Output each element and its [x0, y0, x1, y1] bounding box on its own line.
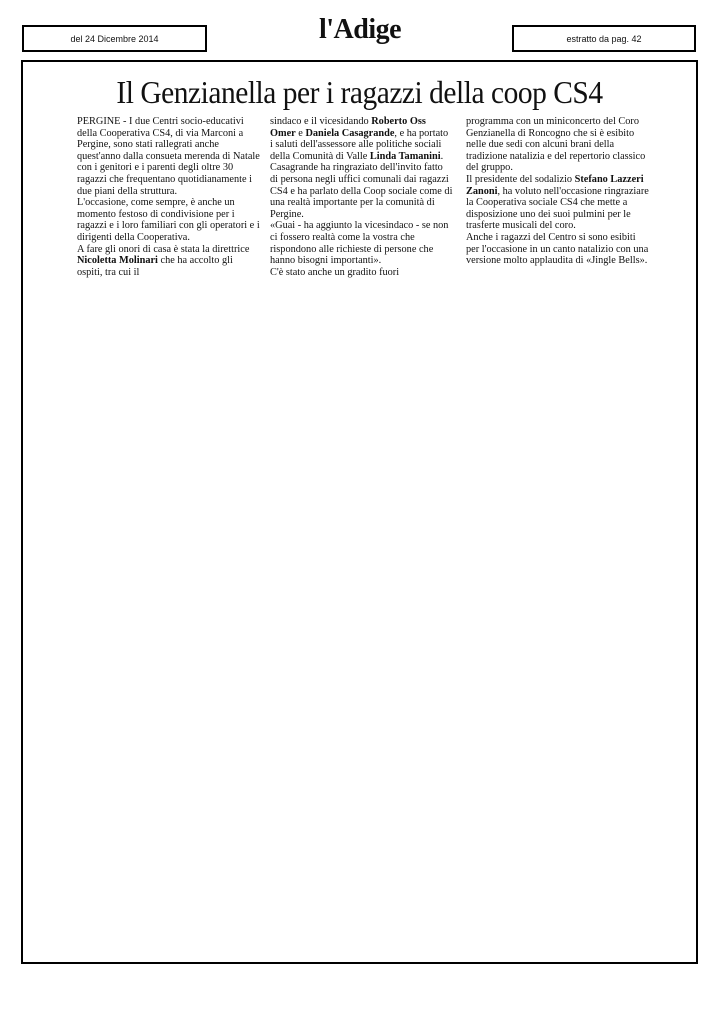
paragraph: «Guai - ha aggiunto la vicesindaco - se non ci fossero realtà come la vostra che rispondono alle richieste di persone che hanno bisogni importanti». — [270, 220, 449, 267]
person-name: Nicoletta Molinari — [77, 255, 158, 267]
paragraph: C'è stato anche un gradito fuori — [270, 266, 400, 278]
text-run: A fare gli onori di casa è stata la direttrice — [77, 243, 250, 255]
article-headline: Il Genzianella per i ragazzi della coop CS4 — [116, 74, 603, 110]
extract-box — [512, 25, 696, 52]
article-column-3 — [466, 116, 649, 267]
person-name: Roberto Oss Omer — [270, 116, 426, 139]
text-run: che ha accolto gli ospiti, tra cui il — [77, 255, 233, 278]
paragraph: programma con un miniconcerto del Coro Genzianella di Roncogno che si è esibito nelle due sedi con alcuni brani della tradizione natalizia e del repertorio classico del gruppo. — [466, 116, 646, 174]
paragraph: Casagrande ha ringraziato dell'invito fatto di persona negli uffici comunali dai ragazzi CS4 e ha parlato della Coop sociale come di una realtà importante per la comunità di Pergine. — [270, 162, 453, 220]
paragraph: PERGINE - I due Centri socio-educativi della Cooperativa CS4, di via Marconi a Pergine, sono stati rallegrati anche quest'anno dalla consueta merenda di Natale con i genitori e i parenti degli oltre 30 ragazzi che frequentano quotidianamente i due piani della struttura. — [77, 116, 260, 197]
person-name: Stefano Lazzeri Zanoni — [466, 173, 644, 197]
text-run: , e ha portato i saluti dell'assessore alle politiche sociali della Comunità di Valle — [270, 127, 449, 162]
paragraph — [270, 116, 453, 162]
paragraph: Anche i ragazzi del Centro si sono esibiti per l'occasione in un canto natalizio con una versione molto applaudita di «Jingle Bells». — [466, 231, 649, 267]
text-run: e — [295, 127, 306, 139]
publication-date: del 24 Dicembre 2014 — [70, 33, 159, 44]
newspaper-masthead: l'Adige — [318, 14, 402, 45]
text-run: sindaco e il vicesidando — [270, 116, 372, 127]
article-column-2 — [270, 116, 453, 278]
paragraph — [77, 244, 260, 279]
article-column-1 — [77, 116, 260, 278]
paragraph — [466, 174, 649, 232]
text-run: . — [440, 150, 444, 162]
page-reference: estratto da pag. 42 — [566, 33, 642, 44]
person-name: Linda Tamanini — [369, 150, 441, 162]
text-run: Il presidente del sodalizio — [466, 173, 575, 185]
date-box — [22, 25, 207, 52]
person-name: Daniela Casagrande — [305, 127, 395, 139]
paragraph: L'occasione, come sempre, è anche un momento festoso di condivisione per i ragazzi e i loro familiari con gli operatori e i dirigenti della Cooperativa. — [77, 197, 260, 243]
text-run: , ha voluto nell'occasione ringraziare la Cooperativa sociale CS4 che mette a disposizione uno dei suoi pulmini per le trasferte musicali del coro. — [466, 185, 649, 232]
